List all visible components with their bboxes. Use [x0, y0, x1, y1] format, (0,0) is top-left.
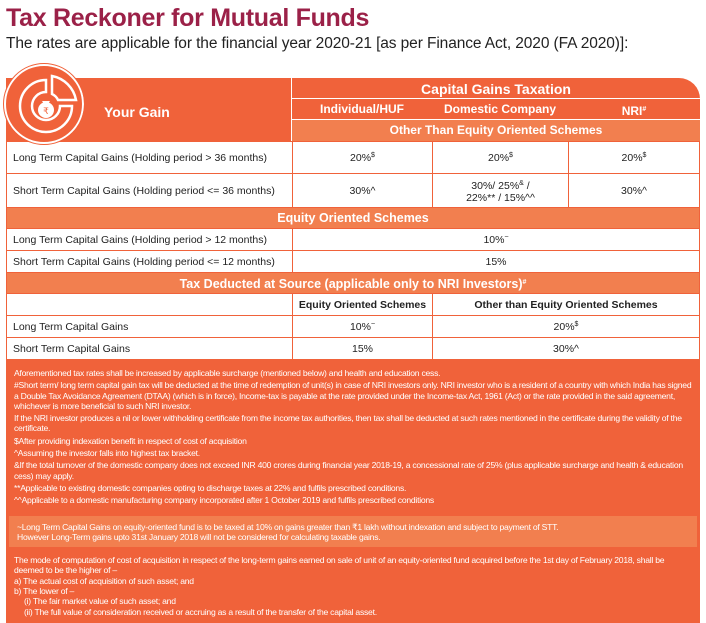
footnote-marker: #: [522, 279, 527, 286]
cell-value: 20%: [488, 151, 510, 164]
cost-note-a: a) The actual cost of acquisition of such asset; and: [14, 575, 194, 586]
footnote-nri-tds: #Short term/ long term capital gain tax will be deducted at the time of redemption of unit(s) in case of NRI investors only. NRI investor who is a resident of a country with which India has signed a Double Tax Avoidance Agreement (DTAA) (which is in force), Income-tax is payable at the rate provided under the Income-tax Act, 1961 (Act) or the rate provided in the said agreement, whichever is more beneficial to such NRI investor.: [14, 380, 692, 411]
table-row: [7, 142, 700, 174]
section-other-than-equity-title: Other Than Equity Oriented Schemes: [292, 120, 700, 141]
equity-table: [6, 228, 700, 273]
footnote-surcharge: Aforementioned tax rates shall be increased by applicable surcharge (mentioned below) and health and education cess.: [14, 368, 441, 378]
footnote-marker: ~: [370, 320, 376, 328]
cell-value: 20%: [350, 151, 372, 164]
cell-value: 20%: [553, 320, 575, 333]
cost-note-b-i: (i) The fair market value of such asset; and: [24, 596, 176, 607]
cell-value: 22%** / 15%^^: [466, 191, 535, 204]
table-row: [7, 251, 700, 273]
cell-value: 30%/ 25%: [471, 179, 520, 192]
ltcg-note-line1: ~Long Term Capital Gains on equity-oriented fund is to be taxed at 10% on gains greater than ₹1 lakh without indexation and subject to payment of STT.: [17, 521, 559, 532]
page-title: Tax Reckoner for Mutual Funds: [6, 4, 370, 32]
cell-individual: [293, 142, 433, 174]
column-nri-label: NRI: [621, 104, 643, 118]
cell-value: 15%: [293, 251, 700, 273]
cell-value: 20%: [621, 151, 643, 164]
table-header-row: [7, 294, 700, 316]
cell-equity: [293, 316, 433, 338]
cost-acquisition-note: [6, 550, 700, 623]
row-label: Long Term Capital Gains: [7, 316, 293, 338]
row-label: Short Term Capital Gains (Holding period <= 12 months): [7, 251, 293, 273]
table-header: [6, 78, 700, 141]
capital-gains-title: Capital Gains Taxation: [292, 78, 700, 99]
ltcg-note-line2: However Long-Term gains upto 31st January 2018 will not be considered for calculating taxable gains.: [17, 531, 381, 542]
cell-equity: 15%: [293, 338, 433, 360]
footnote-marker: #: [642, 106, 647, 113]
page-subtitle: The rates are applicable for the financial year 2020-21 [as per Finance Act, 2020 (FA 2020)]:: [6, 35, 629, 52]
cell-domestic: [433, 142, 569, 174]
column-individual-huf: Individual/HUF: [320, 102, 404, 116]
footnotes: [6, 360, 700, 514]
footnote-marker: &: [519, 179, 524, 187]
footnote-marker: $: [642, 151, 647, 159]
column-other-than-equity: Other than Equity Oriented Schemes: [433, 294, 700, 316]
cell-domestic: [433, 174, 569, 208]
footnote-indexation: $After providing indexation benefit in respect of cost of acquisition: [14, 435, 247, 446]
money-bag-rupee-pie-icon: [4, 64, 84, 144]
tax-reckoner-table: [6, 78, 700, 623]
capital-gains-header: [292, 78, 700, 141]
row-label: Short Term Capital Gains: [7, 338, 293, 360]
cell-other: 30%^: [433, 338, 700, 360]
cell-value-text: 10%: [483, 233, 505, 246]
tds-table: [6, 293, 700, 360]
column-equity: Equity Oriented Schemes: [293, 294, 433, 316]
footnote-manufacturing: ^^Applicable to a domestic manufacturing company incorporated after 1 October 2019 and fulfils prescribed conditions: [14, 495, 434, 506]
cell-nri: [569, 142, 700, 174]
section-equity-title: Equity Oriented Schemes: [6, 208, 700, 228]
row-label: Long Term Capital Gains (Holding period > 12 months): [7, 229, 293, 251]
cost-note-b: b) The lower of –: [14, 586, 75, 597]
footnote-marker: $: [371, 151, 375, 159]
footnote-turnover: &If the total turnover of the domestic company does not exceed INR 400 crores during financial year 2018-19, a concessional rate of 25% (plus applicable surcharge and health & education cess) may apply.: [14, 460, 683, 481]
cost-note-intro: The mode of computation of cost of acquisition in respect of the long-term gains earned on sale of unit of an equity-oriented fund acquired before the 1st day of February 2018, shall be deemed to be the higher of –: [14, 555, 665, 576]
column-nri: [568, 99, 700, 119]
your-gain-label: Your Gain: [104, 104, 170, 120]
row-label: Long Term Capital Gains (Holding period > 36 months): [7, 142, 293, 174]
cell-other: [433, 316, 700, 338]
column-domestic-company: Domestic Company: [443, 102, 557, 116]
cell-value: /: [523, 179, 530, 192]
cell-individual: 30%^: [293, 174, 433, 208]
footnote-marker: $: [509, 151, 513, 159]
footnote-nri-certificate: If the NRI investor produces a nil or lower withholding certificate from the income tax authorities, then tax shall be deducted at such rates mentioned in the certificate during the validity of the certificate.: [14, 413, 682, 434]
ltcg-equity-note: [6, 514, 700, 551]
table-row: [7, 338, 700, 360]
footnote-marker: ~: [504, 233, 509, 241]
cell-nri: 30%^: [569, 174, 700, 208]
table-row: [7, 229, 700, 251]
svg-text:₹: ₹: [43, 107, 49, 117]
your-gain-header: [6, 78, 292, 141]
other-than-equity-table: [6, 141, 700, 208]
footnote-tax-bracket: ^Assuming the investor falls into highest tax bracket.: [14, 448, 200, 459]
row-label: Short Term Capital Gains (Holding period <= 36 months): [7, 174, 293, 208]
section-tds-label: Tax Deducted at Source (applicable only to NRI Investors): [179, 277, 523, 291]
footnote-marker: $: [574, 320, 579, 328]
cell-value: [293, 229, 700, 251]
footnote-existing-companies: **Applicable to existing domestic companies opting to discharge taxes at 22% and fulfils prescribed conditions.: [14, 482, 407, 493]
empty-header-cell: [7, 294, 293, 316]
section-tds-title: [6, 273, 700, 293]
cell-value: 10%: [349, 320, 371, 333]
cost-note-b-ii: (ii) The full value of consideration received or accruing as a result of the transfer of the capital asset.: [24, 606, 377, 617]
table-row: [7, 316, 700, 338]
table-row: [7, 174, 700, 208]
investor-columns: [292, 99, 700, 120]
